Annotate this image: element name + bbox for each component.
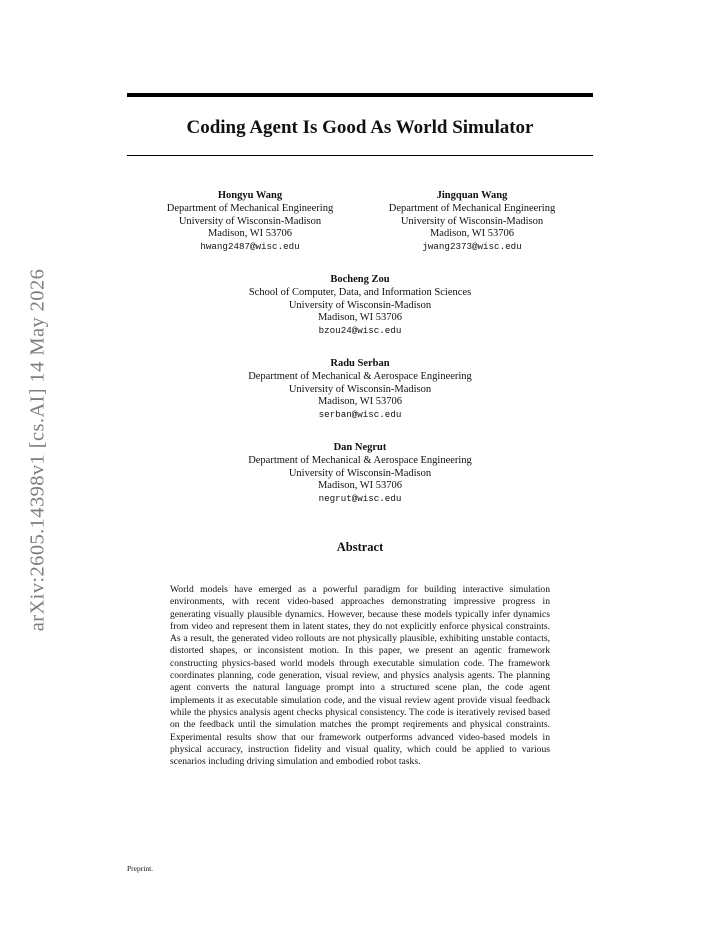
author-block-1 (140, 190, 360, 254)
author-department: School of Computer, Data, and Information Sciences (248, 286, 472, 298)
author-name: Hongyu Wang (217, 190, 283, 201)
author-university: University of Wisconsin-Madison (288, 299, 432, 311)
arxiv-stamp: arXiv:2605.14398v1 [cs.AI] 14 May 2026 (26, 268, 49, 632)
abstract-heading: Abstract (336, 540, 384, 554)
author-department: Department of Mechanical Engineering (388, 202, 556, 214)
author-name: Jingquan Wang (436, 190, 508, 201)
author-city: Madison, WI 53706 (429, 228, 515, 240)
author-university: University of Wisconsin-Madison (288, 383, 432, 395)
author-name: Radu Serban (330, 358, 390, 369)
author-city: Madison, WI 53706 (317, 312, 403, 324)
author-email: negrut@wisc.edu (318, 493, 402, 505)
author-block-4 (200, 358, 520, 422)
author-city: Madison, WI 53706 (317, 396, 403, 408)
author-block-2 (362, 190, 582, 254)
author-city: Madison, WI 53706 (317, 480, 403, 492)
author-email: serban@wisc.edu (318, 409, 402, 421)
abstract-paragraph: World models have emerged as a powerful paradigm for building interactive simulation environments, with recent video-based approaches demonstrating impressive progress in generating visually plausible dynamics. However, because these models typically infer dynamics from video and represent them in latent states, they do not explicitly enforce physical constraints. As a result, the generated video rollouts are not physically plausible, exhibiting unstable contacts, distorted shapes, or inconsistent motion. In this paper, we present an agentic framework constructing physics-based world models through executable simulation code. The framework coordinates planning, code generation, visual review, and physics analysis agents. The planning agent converts the natural language prompt into a structured scene plan, the code agent implements it as executable simulation code, and the visual review agent provide visual feedback while the physics analysis agent checks physical consistency. The code is iteratively revised based on the feedback until the simulation matches the prompt reqirements and physical constraints. Experimental results show that our framework outperforms advanced video-based models in physical accuracy, instruction fidelity and visual quality, which could be applied to various scenarios including driving simulation and embodied robot tasks. (170, 584, 550, 768)
author-email: hwang2487@wisc.edu (200, 241, 300, 253)
author-university: University of Wisconsin-Madison (178, 215, 322, 227)
author-department: Department of Mechanical & Aerospace Engineering (248, 370, 472, 382)
author-name: Bocheng Zou (330, 274, 390, 285)
author-university: University of Wisconsin-Madison (400, 215, 544, 227)
author-city: Madison, WI 53706 (207, 228, 293, 240)
author-email: jwang2373@wisc.edu (422, 241, 522, 253)
author-university: University of Wisconsin-Madison (288, 467, 432, 479)
preprint-note: Preprint. (127, 864, 154, 873)
author-block-5 (200, 442, 520, 506)
author-department: Department of Mechanical & Aerospace Engineering (248, 454, 472, 466)
title-bottom-rule (127, 155, 593, 156)
author-name: Dan Negrut (333, 442, 387, 453)
author-email: bzou24@wisc.edu (318, 325, 402, 337)
title-top-rule (127, 93, 593, 97)
author-block-3 (200, 274, 520, 338)
author-department: Department of Mechanical Engineering (166, 202, 334, 214)
paper-title: Coding Agent Is Good As World Simulator (186, 117, 534, 138)
